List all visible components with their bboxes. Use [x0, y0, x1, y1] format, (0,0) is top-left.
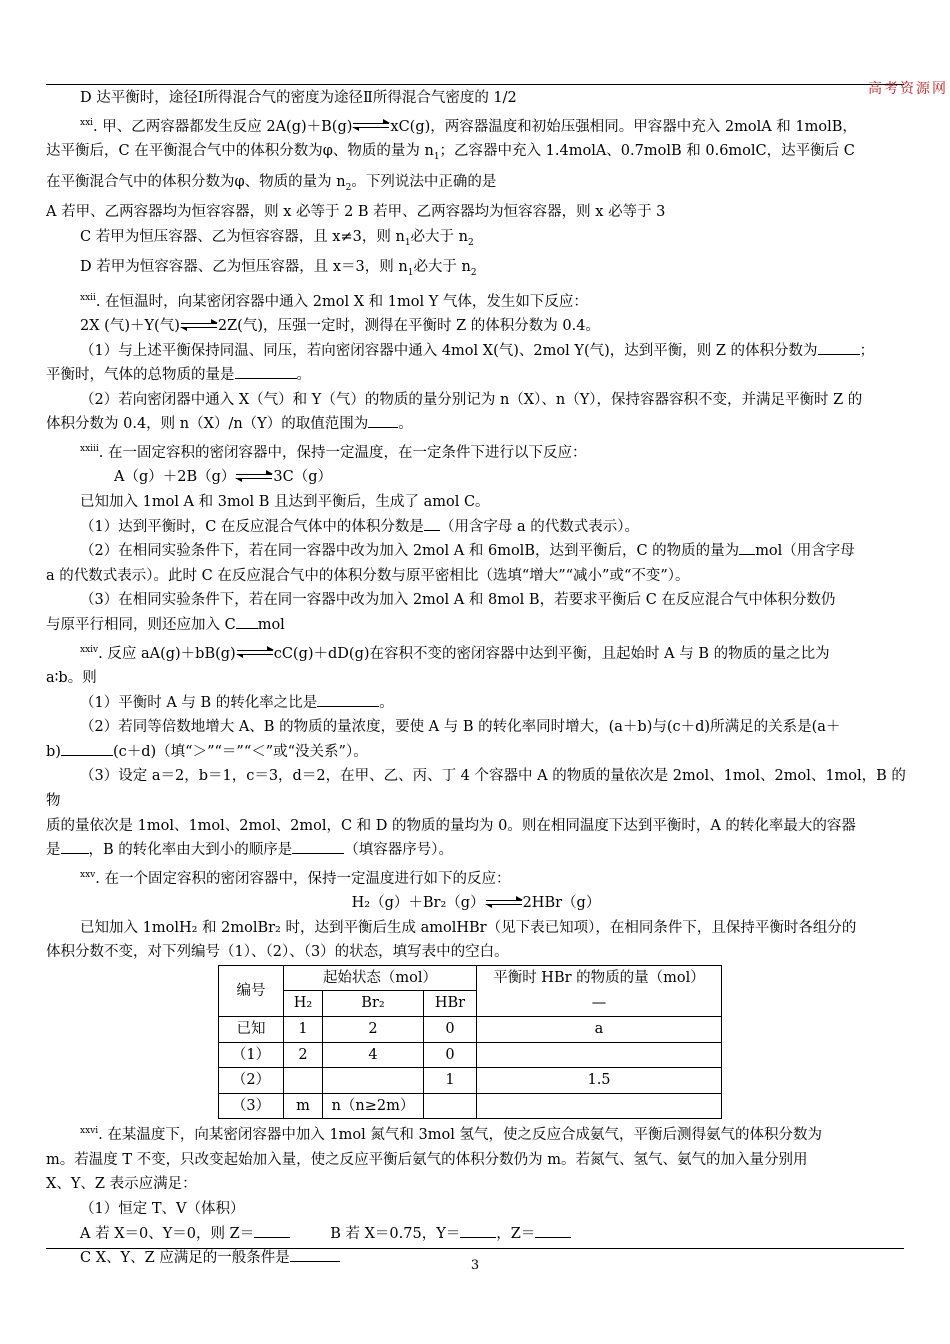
answer-blank[interactable]	[61, 755, 113, 756]
q21-option-c: C 若甲为恒压容器、乙为恒容容器，且 x≠3，则 $n_1$必大于 $n_2$	[80, 228, 474, 248]
q24-part2-cont: b) (c＋d)（填“＞”“＝”“＜”或“没关系”）。	[46, 743, 368, 760]
table-header-id: 编号	[219, 965, 284, 1016]
q24-part1: （1）平衡时 A 与 B 的转化率之比是 。	[80, 694, 394, 711]
q26-part1: （1）恒定 T、V（体积）	[80, 1201, 245, 1218]
table-header-eq: 平衡时 HBr 的物质的量（mol）	[477, 965, 722, 991]
q23-given: 已知加入 1mol A 和 3mol B 且达到平衡后，生成了 amol C。	[80, 493, 490, 510]
q23-part1: （1）达到平衡时，C 在反应混合气体中的体积分数是 （用含字母 a 的代数式表示）。	[80, 518, 640, 535]
answer-blank[interactable]	[235, 378, 297, 379]
answer-blank[interactable]	[236, 628, 258, 629]
answer-blank[interactable]	[818, 354, 860, 355]
equilibrium-arrow-icon	[237, 648, 273, 658]
q24-part3-cont: 质的量依次是 1mol、1mol、2mol、2mol，C 和 D 的物质的量均为 0。则在相同温度下达到平衡时，A 的转化率最大的容器	[46, 817, 856, 834]
q24-line1: $^{xxiv}$. 反应 aA(g)＋bB(g) cC(g)＋dD(g)在容积不变的密闭容器中达到平衡，且起始时 A 与 B 的物质的量之比为	[80, 644, 830, 662]
q21-line1: $^{xxi}$. 甲、乙两容器都发生反应 2A(g)＋B(g) xC(g)，两容器温度和初始压强相同。甲容器中充入 2molA 和 1molB，	[80, 117, 857, 135]
q24-line2: a∶b。则	[46, 669, 97, 686]
table-header-start: 起始状态（mol）	[284, 965, 477, 991]
q24-part3: （3）设定 a＝2，b＝1，c＝3，d＝2，在甲、乙、丙、丁 4 个容器中 A 的物质的量依次是 2mol、1mol、2mol、1mol，B 的物	[46, 768, 906, 809]
q21-option-d: D 若甲为恒容容器、乙为恒压容器，且 x＝3，则 $n_1$必大于 $n_2$	[80, 259, 477, 278]
q22-part1-cont: 平衡时，气体的总物质的量是 。	[46, 367, 311, 384]
q26-line3: X、Y、Z 表示应满足：	[46, 1176, 197, 1193]
table-subheader-br2: Br₂	[323, 991, 424, 1017]
q25-equation: H₂（g）＋Br₂（g） 2HBr（g）	[351, 895, 601, 912]
answer-blank[interactable]	[292, 853, 344, 854]
q26-option-ab: A 若 X＝0、Y＝0，则 Z＝ B 若 X＝0.75，Y＝ ，Z＝	[46, 1222, 906, 1247]
q22-part2: （2）若向密闭器中通入 X（气）和 Y（气）的物质的量分别记为 n（X）、n（Y），保持容器容积不变，并满足平衡时 Z 的	[80, 391, 863, 408]
table-subheader-h2: H₂	[284, 991, 323, 1017]
table-row: 已知 1 2 0 a	[219, 1017, 722, 1043]
page-number: 3	[470, 1258, 480, 1273]
footer-rule	[46, 1248, 904, 1249]
q24-part3-cont2: 是 ，B 的转化率由大到小的顺序是 （填容器序号）。	[46, 842, 454, 859]
header-rule	[46, 84, 904, 85]
answer-blank[interactable]	[61, 853, 89, 854]
table-row: （2） 1 1.5	[219, 1068, 722, 1094]
equilibrium-arrow-icon	[181, 321, 217, 331]
q22-part2-cont: 体积分数为 0.4，则 n（X）/n（Y）的取值范围为 。	[46, 416, 413, 433]
q21-option-ab: A 若甲、乙两容器均为恒容容器，则 x 必等于 2 B 若甲、乙两容器均为恒容容器，则 x 必等于 3	[46, 203, 666, 220]
equilibrium-arrow-icon	[353, 121, 389, 131]
q23-equation: A（g）＋2B（g） 3C（g）	[114, 469, 333, 486]
q22-part1: （1）与上述平衡保持同温、同压，若向密闭容器中通入 4mol X(气)、2mol Y(气)，达到平衡，则 Z 的体积分数为 ；	[80, 342, 875, 359]
q23-part3: （3）在相同实验条件下，若在同一容器中改为加入 2mol A 和 8mol B，若要求平衡后 C 在反应混合气中体积分数仍	[80, 592, 836, 609]
q24-part2: （2）若同等倍数地增大 A、B 的物质的量浓度，要使 A 与 B 的转化率同时增大，(a＋b)与(c＋d)所满足的关系是(a＋	[80, 719, 841, 736]
answer-blank[interactable]	[460, 1237, 496, 1238]
q20-option-d: D 达平衡时，途径Ⅰ所得混合气的密度为途径Ⅱ所得混合气密度的 1/2	[80, 90, 517, 106]
answer-blank[interactable]	[535, 1237, 571, 1238]
q22-equation: 2X (气)＋Y(气) 2Z(气)，压强一定时，测得在平衡时 Z 的体积分数为 0.4。	[80, 317, 600, 334]
table-row: （3） m n（n≥2m）	[219, 1093, 722, 1119]
answer-blank[interactable]	[739, 554, 755, 555]
q26-option-c: C X、Y、Z 应满足的一般条件是	[46, 1246, 906, 1271]
q26-line1: $^{xxvi}$. 在某温度下，向某密闭容器中加入 1mol 氮气和 3mol 氢气，使之反应合成氨气，平衡后测得氨气的体积分数为	[80, 1126, 822, 1144]
answer-blank[interactable]	[368, 427, 398, 428]
q26-line2: m。若温度 T 不变，只改变起始加入量，使之反应平衡后氨气的体积分数仍为 m。若氮气、氢气、氨气的加入量分别用	[46, 1151, 808, 1168]
q21-line2: 达平衡后，C 在平衡混合气中的体积分数为φ、物质的量为 $n_1$；乙容器中充入 1.4molA、0.7molB 和 0.6molC，达平衡后 C	[46, 143, 855, 162]
table-row: （1） 2 4 0	[219, 1042, 722, 1068]
answer-blank[interactable]	[317, 706, 379, 707]
answer-blank[interactable]	[254, 1237, 290, 1238]
hbr-table	[218, 965, 722, 1120]
q23-part2: （2）在相同实验条件下，若在同一容器中改为加入 2mol A 和 6molB，达到平衡后，C 的物质的量为 mol（用含字母	[80, 543, 855, 560]
q25-given: 已知加入 1molH₂ 和 2molBr₂ 时，达到平衡后生成 amolHBr（见下表已知项），在相同条件下，且保持平衡时各组分的	[80, 919, 857, 936]
q25-line1: $^{xxv}$. 在一个固定容积的密闭容器中，保持一定温度进行如下的反应：	[80, 869, 511, 887]
q23-part2-cont: a 的代数式表示）。此时 C 在反应混合气中的体积分数与原平密相比（选填“增大”“减小”或“不变”）。	[46, 567, 690, 584]
table-subheader-hbr: HBr	[424, 991, 477, 1017]
q23-line1: $^{xxiii}$. 在一固定容积的密闭容器中，保持一定温度，在一定条件下进行以下反应：	[80, 443, 587, 461]
page-content	[46, 86, 906, 1271]
q21-line3: 在平衡混合气中的体积分数为φ、物质的量为 $n_2$。下列说法中正确的是	[46, 173, 497, 193]
table-header-dash: —	[477, 991, 722, 1017]
answer-blank[interactable]	[424, 530, 440, 531]
equilibrium-arrow-icon	[236, 472, 272, 482]
q23-part3-cont: 与原平行相同，则还应加入 C mol	[46, 616, 285, 633]
q22-line1: $^{xxii}$. 在恒温时，向某密闭容器中通入 2mol X 和 1mol Y 气体，发生如下反应：	[80, 292, 588, 310]
equilibrium-arrow-icon	[486, 898, 522, 908]
q25-instruction: 体积分数不变，对下列编号（1）、（2）、（3）的状态，填写表中的空白。	[46, 944, 509, 961]
watermark: 高考资源网	[868, 81, 948, 97]
